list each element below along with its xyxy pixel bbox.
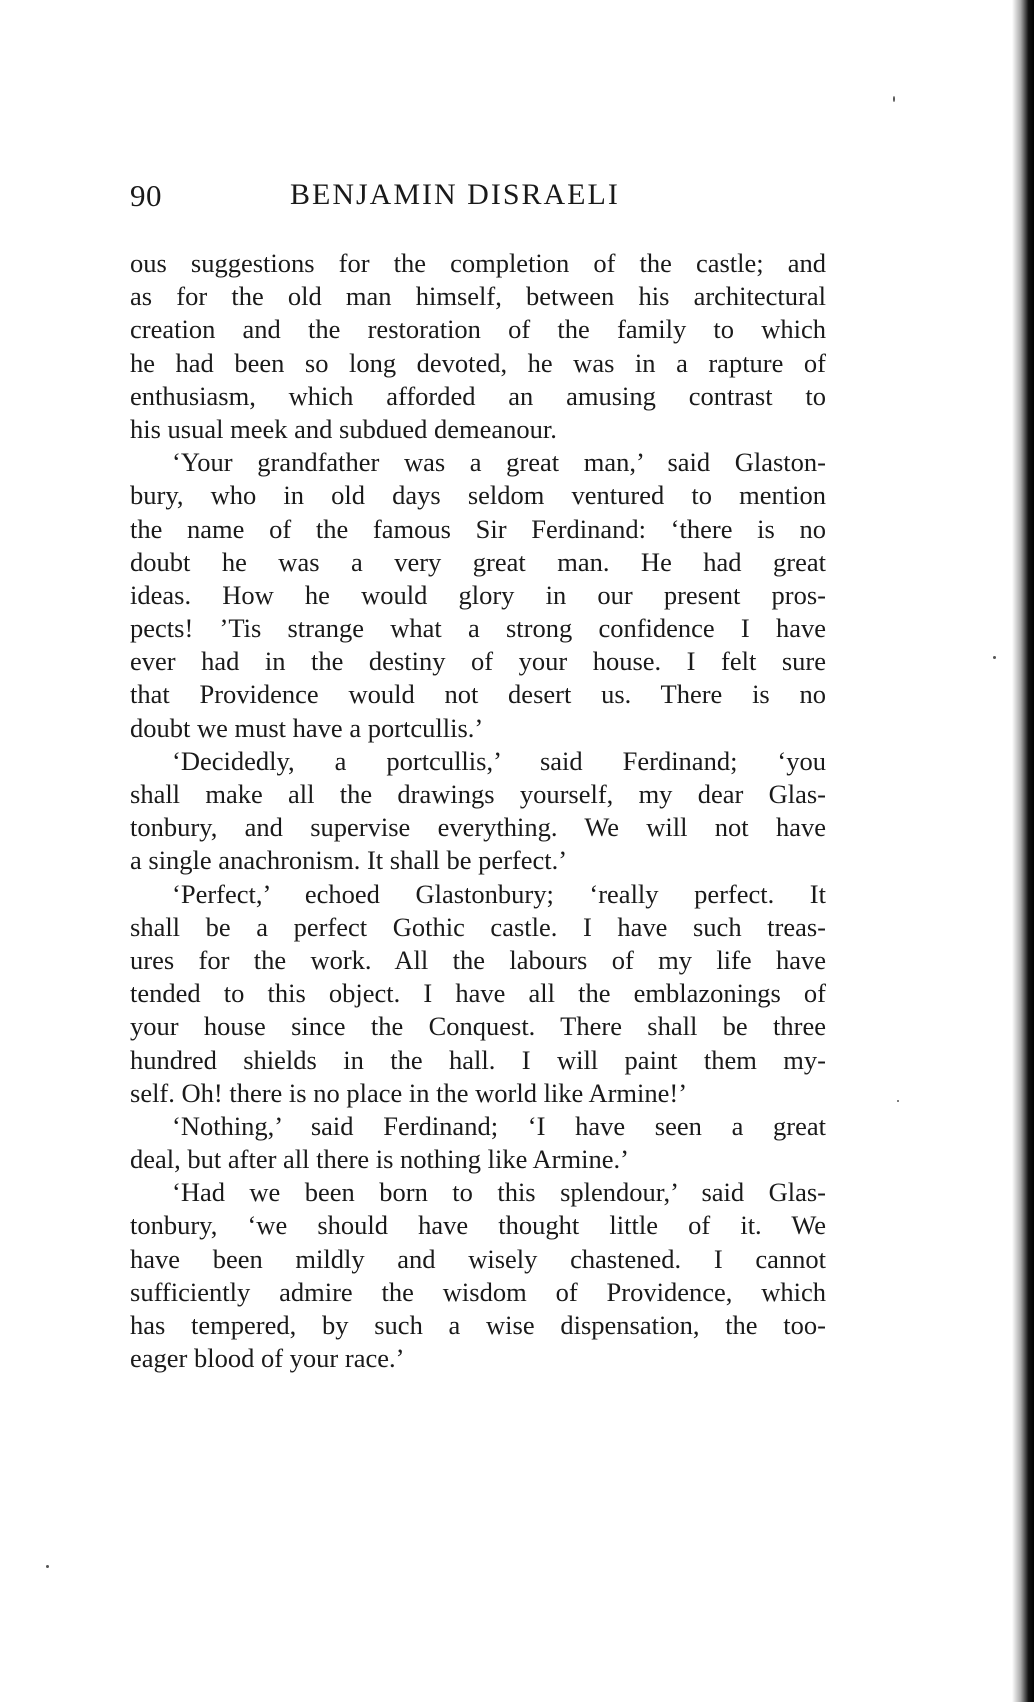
text-line: tonbury, and supervise everything. We will not have bbox=[130, 812, 826, 843]
ink-speck bbox=[46, 1565, 49, 1568]
text-line: as for the old man himself, between his architectural bbox=[130, 281, 826, 312]
text-line: eager blood of your race.’ bbox=[130, 1343, 405, 1374]
text-line: ous suggestions for the completion of the castle; and bbox=[130, 248, 826, 278]
text-line: he had been so long devoted, he was in a rapture of bbox=[130, 347, 826, 378]
text-line: tended to this object. I have all the emblazonings of bbox=[130, 978, 826, 1009]
text-line: ures for the work. All the labours of my life have bbox=[130, 944, 826, 975]
text-line: ideas. How he would glory in our present pros- bbox=[130, 579, 826, 610]
running-head bbox=[130, 178, 830, 218]
text-line: doubt we must have a portcullis.’ bbox=[130, 712, 484, 743]
text-line: your house since the Conquest. There shall be three bbox=[130, 1011, 826, 1042]
ink-speck bbox=[897, 1100, 899, 1102]
text-line: shall make all the drawings yourself, my dear Glas- bbox=[130, 779, 826, 809]
text-line: ‘Decidedly, a portcullis,’ said Ferdinand; ‘you bbox=[172, 745, 826, 776]
text-line: hundred shields in the hall. I will paint them my- bbox=[130, 1044, 826, 1075]
text-line: sufficiently admire the wisdom of Providence, which bbox=[130, 1276, 826, 1307]
text-line: doubt he was a very great man. He had great bbox=[130, 546, 826, 577]
text-line: has tempered, by such a wise dispensation, the too- bbox=[130, 1310, 826, 1340]
text-line: the name of the famous Sir Ferdinand: ‘there is no bbox=[130, 513, 826, 544]
page-edge-shadow bbox=[1012, 0, 1034, 1702]
ink-speck bbox=[993, 656, 996, 659]
text-line: creation and the restoration of the family to which bbox=[130, 314, 826, 345]
running-title: BENJAMIN DISRAELI bbox=[290, 178, 620, 211]
text-line: enthusiasm, which afforded an amusing contrast to bbox=[130, 380, 826, 411]
ink-speck bbox=[893, 96, 895, 102]
text-line: tonbury, ‘we should have thought little of it. We bbox=[130, 1210, 826, 1241]
text-line: ‘Nothing,’ said Ferdinand; ‘I have seen a great bbox=[172, 1110, 826, 1141]
text-line: pects! ’Tis strange what a strong confidence I have bbox=[130, 613, 826, 644]
text-line: bury, who in old days seldom ventured to mention bbox=[130, 480, 826, 511]
text-line: have been mildly and wisely chastened. I cannot bbox=[130, 1243, 826, 1274]
text-line: deal, but after all there is nothing like Armine.’ bbox=[130, 1144, 629, 1175]
text-line: ‘Your grandfather was a great man,’ said Glaston- bbox=[172, 447, 826, 478]
body-text bbox=[130, 247, 826, 1375]
page-number: 90 bbox=[130, 178, 162, 213]
text-line: a single anachronism. It shall be perfect.’ bbox=[130, 845, 568, 876]
text-line: his usual meek and subdued demeanour. bbox=[130, 413, 557, 444]
text-line: shall be a perfect Gothic castle. I have such treas- bbox=[130, 911, 826, 942]
text-line: ever had in the destiny of your house. I felt sure bbox=[130, 646, 826, 677]
text-line: ‘Had we been born to this splendour,’ said Glas- bbox=[172, 1177, 826, 1208]
text-line: that Providence would not desert us. There is no bbox=[130, 679, 826, 710]
text-line: self. Oh! there is no place in the world like Armine!’ bbox=[130, 1077, 688, 1108]
text-line: ‘Perfect,’ echoed Glastonbury; ‘really perfect. It bbox=[172, 878, 826, 909]
